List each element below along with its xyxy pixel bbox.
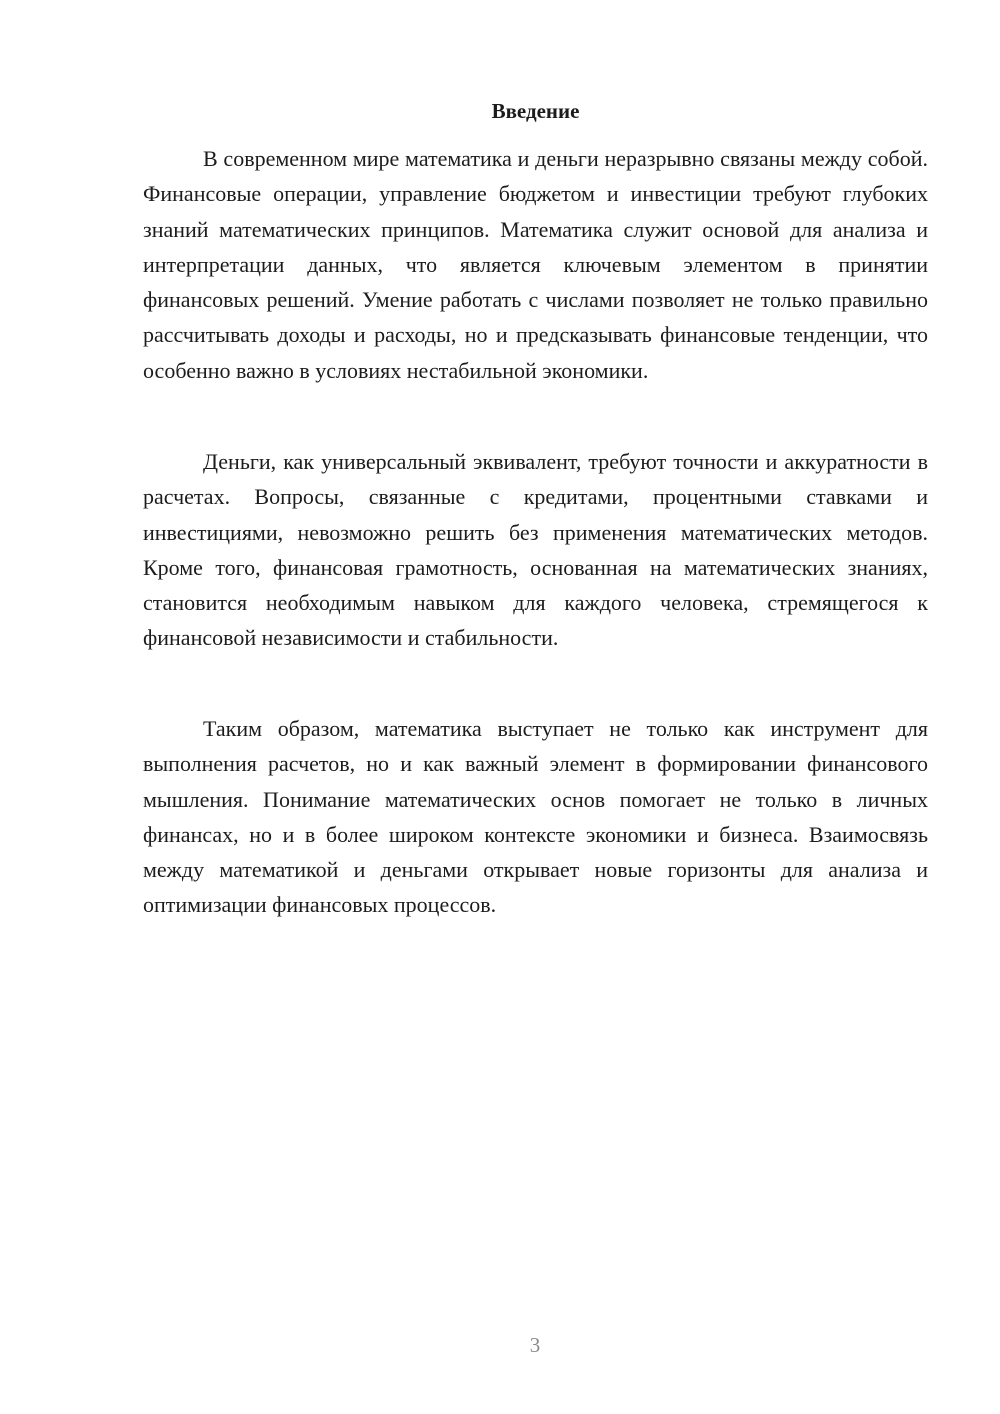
paragraph-1: В современном мире математика и деньги неразрывно связаны между собой. Финансовые операции, управление бюджетом и инвестиции требуют глубоких знаний математических принципов. Математика служит основой для анализа и интерпретации данных, что является ключевым элементом в принятии финансовых решений. Умение работать с числами позволяет не только правильно рассчитывать доходы и расходы, но и предсказывать финансовые тенденции, что особенно важно в условиях нестабильной экономики.: [143, 146, 928, 383]
section-heading: Введение: [491, 99, 580, 123]
page-number: 3: [529, 1333, 541, 1357]
paragraph-2: Деньги, как универсальный эквивалент, требуют точности и аккуратности в расчетах. Вопросы, связанные с кредитами, процентными ставками и инвестициями, невозможно решить без применения математических методов. Кроме того, финансовая грамотность, основанная на математических знаниях, становится необходимым навыком для каждого человека, стремящегося к финансовой независимости и стабильности.: [143, 449, 928, 651]
paragraph-3: Таким образом, математика выступает не только как инструмент для выполнения расчетов, но и как важный элемент в формировании финансового мышления. Понимание математических основ помогает не только в личных финансах, но и в более широком контексте экономики и бизнеса. Взаимосвязь между математикой и деньгами открывает новые горизонты для анализа и оптимизации финансовых процессов.: [143, 716, 928, 918]
